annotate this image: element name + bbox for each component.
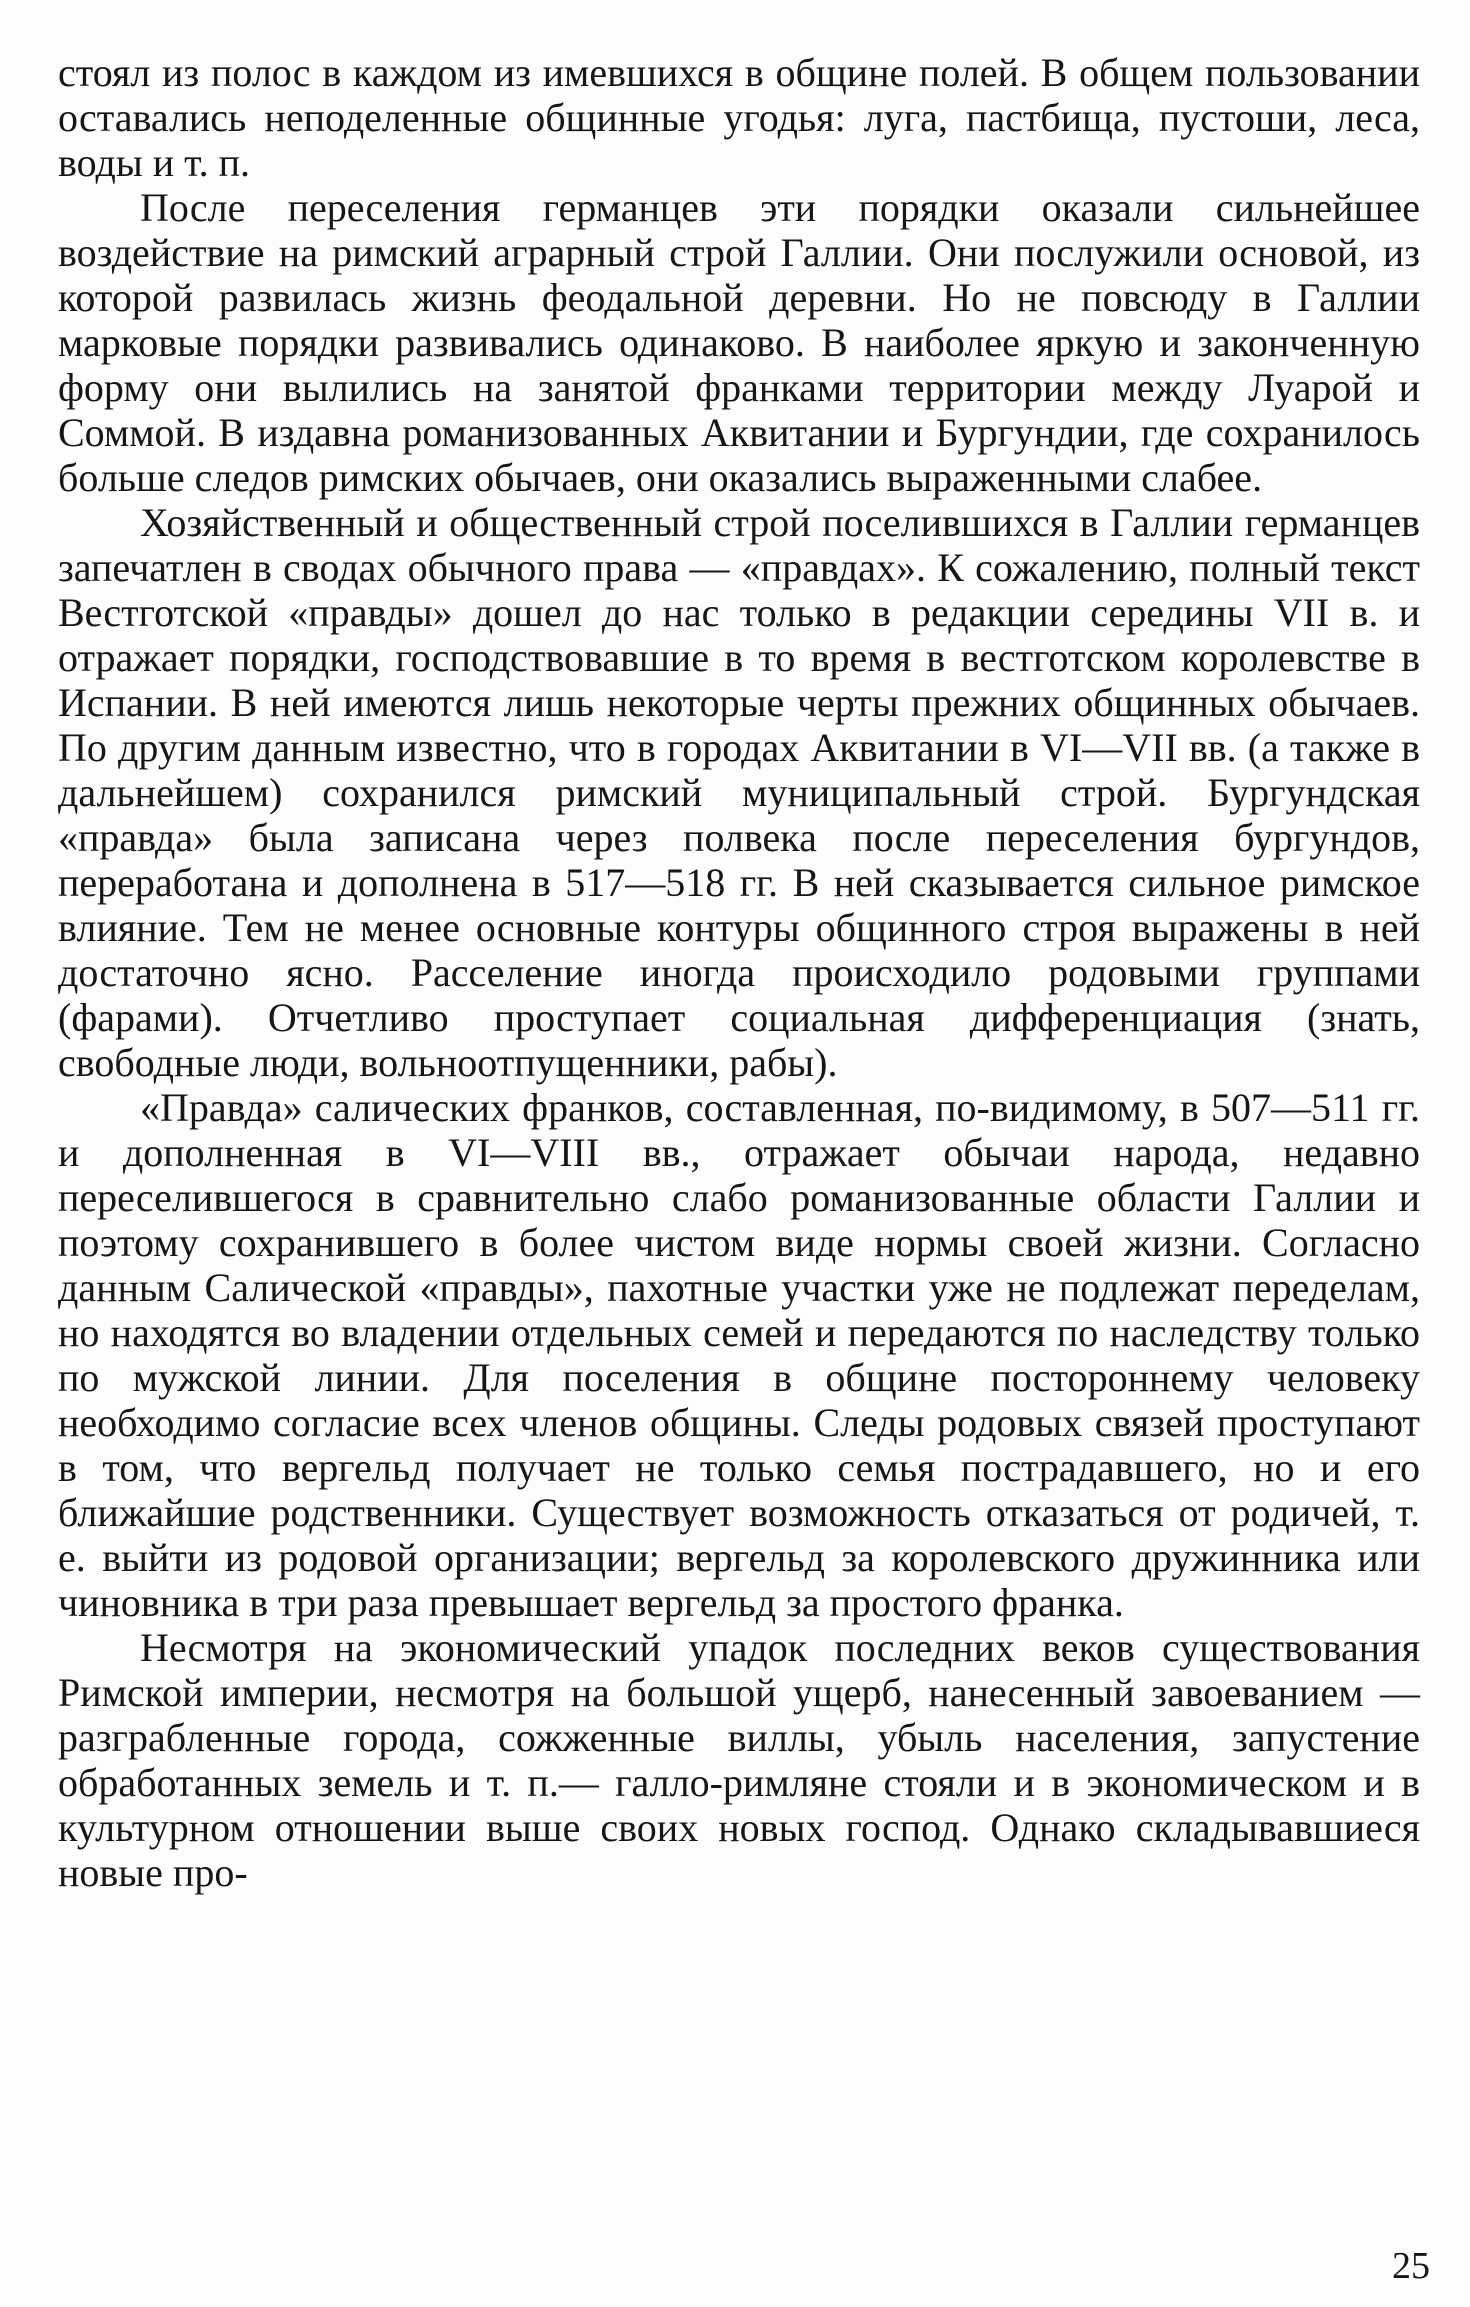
paragraph-2: После переселения германцев эти порядки оказали сильнейшее воздействие на римский аграрный строй Галлии. Они послужили основой, из которой развилась жизнь феодальной деревни. Но не повсюду в Галлии марковые порядки развивались одинаково. В наиболее яркую и законченную форму они вылились на занятой франками территории между Луарой и Соммой. В издавна романизованных Аквитании и Бургундии, где сохранилось больше следов римских обычаев, они оказались выраженными слабее. — [58, 185, 1420, 500]
body-text — [58, 50, 1420, 1895]
paragraph-3: Хозяйственный и общественный строй поселившихся в Галлии германцев запечатлен в сводах обычного права — «правдах». К сожалению, полный текст Вестготской «правды» дошел до нас только в редакции середины VII в. и отражает порядки, господствовавшие в то время в вестготском королевстве в Испании. В ней имеются лишь некоторые черты прежних общинных обычаев. По другим данным известно, что в городах Аквитании в VI—VII вв. (а также в дальнейшем) сохранился римский муниципальный строй. Бургундская «правда» была записана через полвека после переселения бургундов, переработана и дополнена в 517—518 гг. В ней сказывается сильное римское влияние. Тем не менее основные контуры общинного строя выражены в ней достаточно ясно. Расселение иногда происходило родовыми группами (фарами). Отчетливо проступает социальная дифференциация (знать, свободные люди, вольноотпущенники, рабы). — [58, 500, 1420, 1085]
paragraph-4: «Правда» салических франков, составленная, по-видимому, в 507—511 гг. и дополненная в VI—VIII вв., отражает обычаи народа, недавно переселившегося в сравнительно слабо романизованные области Галлии и поэтому сохранившего в более чистом виде нормы своей жизни. Согласно данным Салической «правды», пахотные участки уже не подлежат переделам, но находятся во владении отдельных семей и передаются по наследству только по мужской линии. Для поселения в общине постороннему человеку необходимо согласие всех членов общины. Следы родовых связей проступают в том, что вергельд получает не только семья пострадавшего, но и его ближайшие родственники. Существует возможность отказаться от родичей, т. е. выйти из родовой организации; вергельд за королевского дружинника или чиновника в три раза превышает вергельд за простого франка. — [58, 1085, 1420, 1625]
page-number: 25 — [1392, 2245, 1430, 2287]
paragraph-5: Несмотря на экономический упадок последних веков существования Римской империи, несмотря на большой ущерб, нанесенный завоеванием — разграбленные города, сожженные виллы, убыль населения, запустение обработанных земель и т. п.— галло-римляне стояли и в экономическом и в культурном отношении выше своих новых господ. Однако складывавшиеся новые про- — [58, 1625, 1420, 1895]
paragraph-1: стоял из полос в каждом из имевшихся в общине полей. В общем пользовании оставались неподеленные общинные угодья: луга, пастбища, пустоши, леса, воды и т. п. — [58, 50, 1420, 185]
